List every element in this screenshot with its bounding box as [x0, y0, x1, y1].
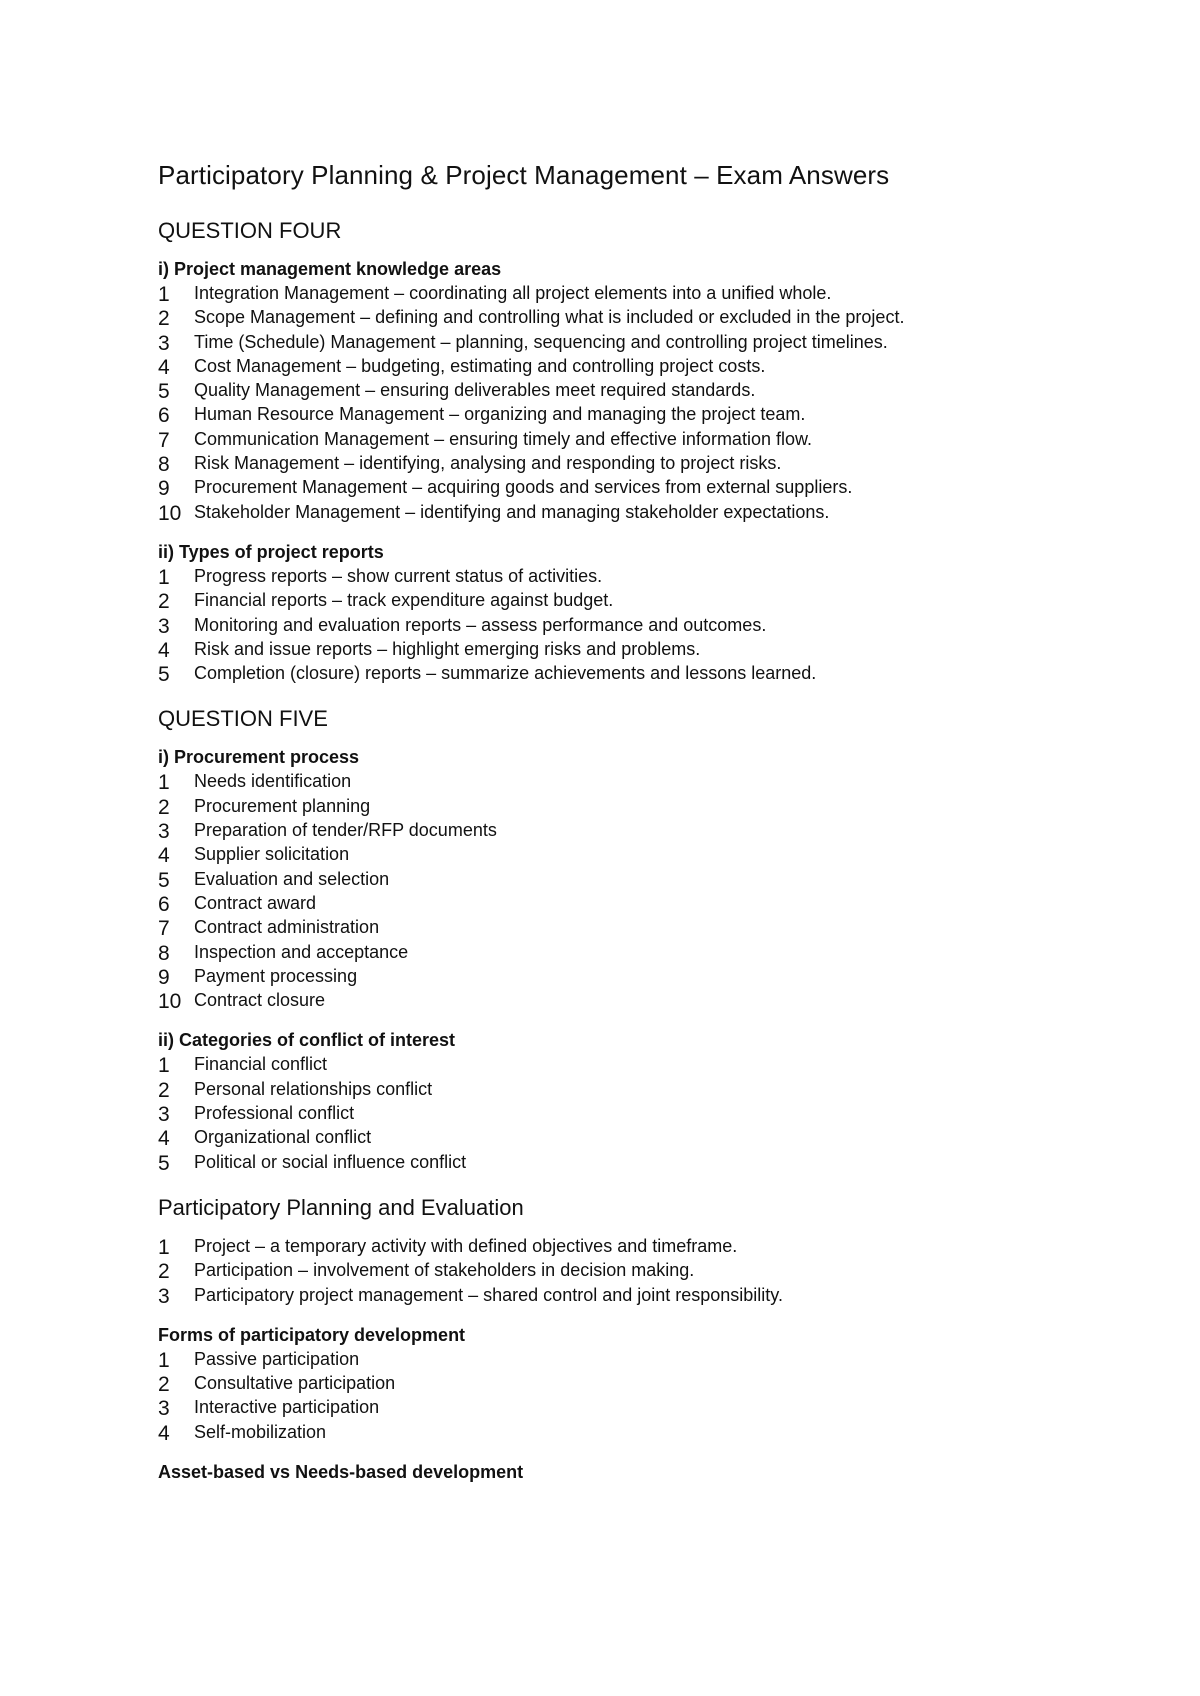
item-text: Cost Management – budgeting, estimating and controlling project costs. [194, 355, 766, 376]
item-number: 4 [158, 638, 170, 662]
item-text: Contract closure [194, 990, 326, 1011]
item-text: Passive participation [194, 1348, 360, 1369]
item-text: Progress reports – show current status of activities. [194, 565, 603, 586]
procurement-step-item [158, 940, 1058, 964]
conflict-category-item [158, 1150, 1058, 1174]
item-number: 1 [158, 1235, 170, 1259]
item-number: 4 [158, 1421, 170, 1445]
knowledge-area-item [158, 305, 1058, 329]
participatory-heading: Participatory Planning and Evaluation [158, 1194, 524, 1220]
item-text: Payment processing [194, 965, 358, 986]
item-number: 1 [158, 565, 170, 589]
procurement-step-item [158, 891, 1058, 915]
item-number: 2 [158, 795, 170, 819]
knowledge-areas-list [158, 281, 1058, 524]
item-number: 4 [158, 844, 170, 868]
item-number: 7 [158, 917, 170, 941]
conflict-category-item [158, 1101, 1058, 1125]
item-number: 2 [158, 1373, 170, 1397]
participatory-forms-list [158, 1347, 1058, 1444]
report-type-item [158, 613, 1058, 637]
item-text: Participation – involvement of stakeholders in decision making. [194, 1260, 695, 1281]
item-text: Financial conflict [194, 1054, 328, 1075]
item-number: 3 [158, 614, 170, 638]
question-five-heading: QUESTION FIVE [158, 706, 328, 732]
item-number: 5 [158, 1151, 170, 1175]
participation-form-item [158, 1371, 1058, 1395]
item-number: 9 [158, 965, 170, 989]
item-text: Contract award [194, 892, 317, 913]
item-number: 5 [158, 663, 170, 687]
item-number: 3 [158, 1397, 170, 1421]
procurement-step-item [158, 769, 1058, 793]
item-text: Procurement Management – acquiring goods and services from external suppliers. [194, 477, 853, 498]
item-text: Professional conflict [194, 1103, 355, 1124]
participation-form-item [158, 1420, 1058, 1444]
definition-item [158, 1234, 1058, 1258]
procurement-step-item [158, 794, 1058, 818]
item-text: Human Resource Management – organizing and managing the project team. [194, 404, 806, 425]
procurement-step-item [158, 842, 1058, 866]
knowledge-area-item [158, 451, 1058, 475]
asset-vs-needs-heading: Asset-based vs Needs-based development [158, 1461, 524, 1482]
report-type-item [158, 564, 1058, 588]
item-text: Preparation of tender/RFP documents [194, 820, 497, 841]
item-number: 2 [158, 1260, 170, 1284]
report-type-item [158, 661, 1058, 685]
procurement-step-item [158, 988, 1058, 1012]
knowledge-area-item [158, 402, 1058, 426]
participatory-forms-heading: Forms of participatory development [158, 1324, 466, 1345]
item-number: 2 [158, 590, 170, 614]
knowledge-area-item [158, 354, 1058, 378]
procurement-step-item [158, 915, 1058, 939]
item-text: Participatory project management – shared control and joint responsibility. [194, 1284, 783, 1305]
item-number: 2 [158, 1078, 170, 1102]
item-number: 3 [158, 331, 170, 355]
knowledge-area-item [158, 281, 1058, 305]
procurement-process-list [158, 769, 1058, 1012]
item-text: Communication Management – ensuring timely and effective information flow. [194, 428, 812, 449]
item-number: 4 [158, 355, 170, 379]
item-text: Quality Management – ensuring deliverables meet required standards. [194, 380, 756, 401]
report-types-list [158, 564, 1058, 685]
item-text: Self-mobilization [194, 1421, 327, 1442]
conflict-category-item [158, 1125, 1058, 1149]
report-types-heading: ii) Types of project reports [158, 541, 384, 562]
item-text: Scope Management – defining and controlling what is included or excluded in the project. [194, 307, 905, 328]
procurement-step-item [158, 867, 1058, 891]
procurement-step-item [158, 964, 1058, 988]
item-text: Contract administration [194, 917, 380, 938]
item-text: Completion (closure) reports – summarize achievements and lessons learned. [194, 663, 817, 684]
item-text: Supplier solicitation [194, 844, 350, 865]
item-text: Consultative participation [194, 1373, 396, 1394]
item-text: Organizational conflict [194, 1127, 372, 1148]
knowledge-area-item [158, 475, 1058, 499]
item-number: 10 [158, 501, 182, 525]
item-text: Risk and issue reports – highlight emerging risks and problems. [194, 638, 701, 659]
item-number: 9 [158, 477, 170, 501]
knowledge-area-item [158, 330, 1058, 354]
knowledge-area-item [158, 500, 1058, 524]
item-text: Financial reports – track expenditure against budget. [194, 590, 614, 611]
item-text: Stakeholder Management – identifying and managing stakeholder expectations. [194, 501, 830, 522]
item-number: 3 [158, 820, 170, 844]
item-text: Integration Management – coordinating all project elements into a unified whole. [194, 283, 832, 303]
conflict-categories-list [158, 1052, 1058, 1173]
item-number: 3 [158, 1103, 170, 1127]
document-page [158, 155, 1058, 1484]
item-number: 1 [158, 771, 170, 795]
definition-item [158, 1258, 1058, 1282]
report-type-item [158, 637, 1058, 661]
item-number: 1 [158, 283, 170, 306]
knowledge-area-item [158, 378, 1058, 402]
procurement-process-heading: i) Procurement process [158, 747, 360, 768]
item-text: Inspection and acceptance [194, 941, 409, 962]
item-number: 7 [158, 428, 170, 452]
item-text: Evaluation and selection [194, 868, 390, 889]
item-number: 3 [158, 1284, 170, 1308]
item-number: 8 [158, 453, 170, 477]
participation-form-item [158, 1347, 1058, 1371]
conflict-category-item [158, 1052, 1058, 1076]
definition-item [158, 1283, 1058, 1307]
item-text: Personal relationships conflict [194, 1078, 433, 1099]
item-text: Monitoring and evaluation reports – assess performance and outcomes. [194, 614, 767, 635]
item-number: 6 [158, 404, 170, 428]
conflict-categories-heading: ii) Categories of conflict of interest [158, 1030, 456, 1051]
item-text: Interactive participation [194, 1397, 380, 1418]
participation-form-item [158, 1395, 1058, 1419]
report-type-item [158, 588, 1058, 612]
item-number: 8 [158, 941, 170, 965]
conflict-category-item [158, 1077, 1058, 1101]
knowledge-area-item [158, 427, 1058, 451]
procurement-step-item [158, 818, 1058, 842]
item-number: 5 [158, 868, 170, 892]
item-number: 1 [158, 1054, 170, 1078]
item-number: 5 [158, 380, 170, 404]
item-text: Project – a temporary activity with defined objectives and timeframe. [194, 1235, 738, 1256]
knowledge-areas-heading: i) Project management knowledge areas [158, 259, 502, 279]
item-number: 4 [158, 1127, 170, 1151]
item-text: Procurement planning [194, 795, 371, 816]
item-text: Political or social influence conflict [194, 1151, 467, 1172]
item-number: 10 [158, 990, 182, 1014]
document-title: Participatory Planning & Project Management – Exam Answers [158, 160, 890, 190]
item-text: Needs identification [194, 771, 352, 792]
item-number: 6 [158, 892, 170, 916]
participatory-definitions-list [158, 1234, 1058, 1307]
item-text: Risk Management – identifying, analysing and responding to project risks. [194, 453, 782, 474]
item-number: 2 [158, 307, 170, 331]
item-text: Time (Schedule) Management – planning, sequencing and controlling project timelines. [194, 331, 888, 352]
item-number: 1 [158, 1348, 170, 1372]
question-four-heading: QUESTION FOUR [158, 218, 342, 243]
